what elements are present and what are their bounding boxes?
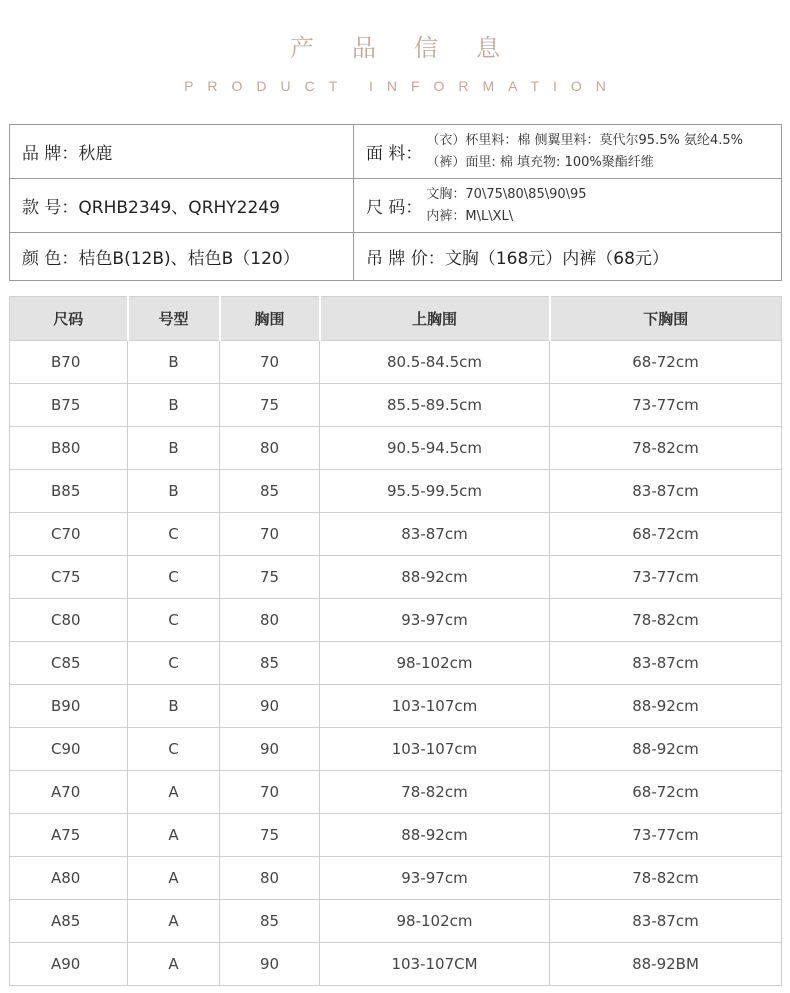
- size-cell: C80: [10, 599, 128, 642]
- upper-bust-cell: 98-102cm: [320, 642, 550, 685]
- table-row: [10, 513, 782, 556]
- size-cell: B85: [10, 470, 128, 513]
- table-row: [10, 728, 782, 771]
- type-cell: B: [128, 384, 220, 427]
- table-row: [10, 857, 782, 900]
- size-label: 尺 码：: [366, 198, 423, 218]
- under-bust-cell: 88-92cm: [550, 728, 782, 771]
- upper-bust-cell: 78-82cm: [320, 771, 550, 814]
- bust-cell: 80: [220, 427, 320, 470]
- under-bust-cell: 78-82cm: [550, 857, 782, 900]
- under-bust-cell: 68-72cm: [550, 341, 782, 384]
- info-row: [10, 125, 782, 179]
- upper-bust-cell: 85.5-89.5cm: [320, 384, 550, 427]
- size-cell: A70: [10, 771, 128, 814]
- type-cell: A: [128, 771, 220, 814]
- info-row: [10, 179, 782, 233]
- size-bra-line: 文胸：70\75\80\85\90\95: [426, 186, 587, 202]
- size-chart-header: [10, 297, 782, 341]
- table-row: [10, 685, 782, 728]
- size-cell: A85: [10, 900, 128, 943]
- size-cell: B90: [10, 685, 128, 728]
- bust-cell: 70: [220, 771, 320, 814]
- type-cell: C: [128, 642, 220, 685]
- type-cell: B: [128, 685, 220, 728]
- size-cell: C90: [10, 728, 128, 771]
- type-cell: A: [128, 814, 220, 857]
- table-row: [10, 470, 782, 513]
- under-bust-cell: 83-87cm: [550, 900, 782, 943]
- upper-bust-cell: 90.5-94.5cm: [320, 427, 550, 470]
- size-cell: A90: [10, 943, 128, 986]
- under-bust-cell: 83-87cm: [550, 470, 782, 513]
- upper-bust-cell: 93-97cm: [320, 857, 550, 900]
- type-cell: B: [128, 341, 220, 384]
- style-value: QRHB2349、QRHY2249: [78, 198, 280, 218]
- upper-bust-cell: 103-107cm: [320, 728, 550, 771]
- bust-cell: 80: [220, 857, 320, 900]
- upper-bust-cell: 93-97cm: [320, 599, 550, 642]
- upper-bust-cell: 88-92cm: [320, 814, 550, 857]
- type-cell: A: [128, 857, 220, 900]
- price-cell: [354, 233, 782, 281]
- bust-cell: 90: [220, 685, 320, 728]
- size-cell: A75: [10, 814, 128, 857]
- under-bust-cell: 73-77cm: [550, 384, 782, 427]
- price-label: 吊 牌 价：: [366, 249, 445, 269]
- size-cell: B70: [10, 341, 128, 384]
- type-cell: C: [128, 556, 220, 599]
- type-cell: C: [128, 513, 220, 556]
- fabric-top-line: （衣）杯里料：棉 侧翼里料：莫代尔95.5% 氨纶4.5%: [426, 132, 743, 148]
- info-row: [10, 233, 782, 281]
- bust-cell: 75: [220, 556, 320, 599]
- under-bust-cell: 68-72cm: [550, 771, 782, 814]
- upper-bust-cell: 95.5-99.5cm: [320, 470, 550, 513]
- style-cell: [10, 179, 354, 233]
- bust-cell: 75: [220, 384, 320, 427]
- size-cell: B80: [10, 427, 128, 470]
- size-brief-line: 内裤：M\L\XL\: [426, 208, 514, 224]
- brand-label: 品 牌：: [22, 144, 79, 164]
- upper-bust-cell: 98-102cm: [320, 900, 550, 943]
- size-cell: C75: [10, 556, 128, 599]
- bust-cell: 85: [220, 470, 320, 513]
- header-upper-bust: 上胸围: [320, 297, 550, 341]
- type-cell: A: [128, 943, 220, 986]
- header-size: 尺码: [10, 297, 128, 341]
- header-type: 号型: [128, 297, 220, 341]
- bust-cell: 75: [220, 814, 320, 857]
- size-cell: A80: [10, 857, 128, 900]
- brand-value: 秋鹿: [78, 144, 113, 164]
- fabric-bottom-line: （裤）面里: 棉 填充物: 100%聚酯纤维: [426, 154, 654, 170]
- type-cell: A: [128, 900, 220, 943]
- size-chart-table: [9, 296, 782, 986]
- type-cell: C: [128, 728, 220, 771]
- size-chart-body: [10, 341, 782, 986]
- header-under-bust: 下胸围: [550, 297, 782, 341]
- table-row: [10, 900, 782, 943]
- bust-cell: 85: [220, 642, 320, 685]
- under-bust-cell: 73-77cm: [550, 814, 782, 857]
- table-row: [10, 384, 782, 427]
- upper-bust-cell: 80.5-84.5cm: [320, 341, 550, 384]
- size-cell: B75: [10, 384, 128, 427]
- under-bust-cell: 88-92cm: [550, 685, 782, 728]
- table-row: [10, 771, 782, 814]
- price-value: 文胸（168元）内裤（68元）: [444, 249, 669, 269]
- product-info-table: [9, 124, 782, 281]
- type-cell: B: [128, 427, 220, 470]
- fabric-label: 面 料：: [366, 144, 423, 164]
- fabric-cell: [354, 125, 782, 179]
- under-bust-cell: 68-72cm: [550, 513, 782, 556]
- bust-cell: 80: [220, 599, 320, 642]
- table-row: [10, 556, 782, 599]
- size-cell: C85: [10, 642, 128, 685]
- bust-cell: 85: [220, 900, 320, 943]
- size-cell: [354, 179, 782, 233]
- upper-bust-cell: 88-92cm: [320, 556, 550, 599]
- table-row: [10, 341, 782, 384]
- table-row: [10, 599, 782, 642]
- table-row: [10, 427, 782, 470]
- under-bust-cell: 78-82cm: [550, 427, 782, 470]
- bust-cell: 90: [220, 728, 320, 771]
- color-label: 颜 色：: [22, 249, 79, 269]
- page-subtitle: PRODUCT INFORMATION: [184, 78, 620, 94]
- table-row: [10, 814, 782, 857]
- table-row: [10, 642, 782, 685]
- upper-bust-cell: 103-107cm: [320, 685, 550, 728]
- type-cell: B: [128, 470, 220, 513]
- under-bust-cell: 73-77cm: [550, 556, 782, 599]
- upper-bust-cell: 103-107CM: [320, 943, 550, 986]
- color-value: 桔色B(12B)、桔色B（120）: [78, 249, 300, 269]
- size-cell: C70: [10, 513, 128, 556]
- color-cell: [10, 233, 354, 281]
- under-bust-cell: 88-92BM: [550, 943, 782, 986]
- under-bust-cell: 83-87cm: [550, 642, 782, 685]
- page-title: 产品信息: [290, 34, 538, 62]
- upper-bust-cell: 83-87cm: [320, 513, 550, 556]
- style-label: 款 号：: [22, 198, 79, 218]
- bust-cell: 90: [220, 943, 320, 986]
- table-row: [10, 943, 782, 986]
- bust-cell: 70: [220, 341, 320, 384]
- type-cell: C: [128, 599, 220, 642]
- header-bust: 胸围: [220, 297, 320, 341]
- brand-cell: [10, 125, 354, 179]
- under-bust-cell: 78-82cm: [550, 599, 782, 642]
- bust-cell: 70: [220, 513, 320, 556]
